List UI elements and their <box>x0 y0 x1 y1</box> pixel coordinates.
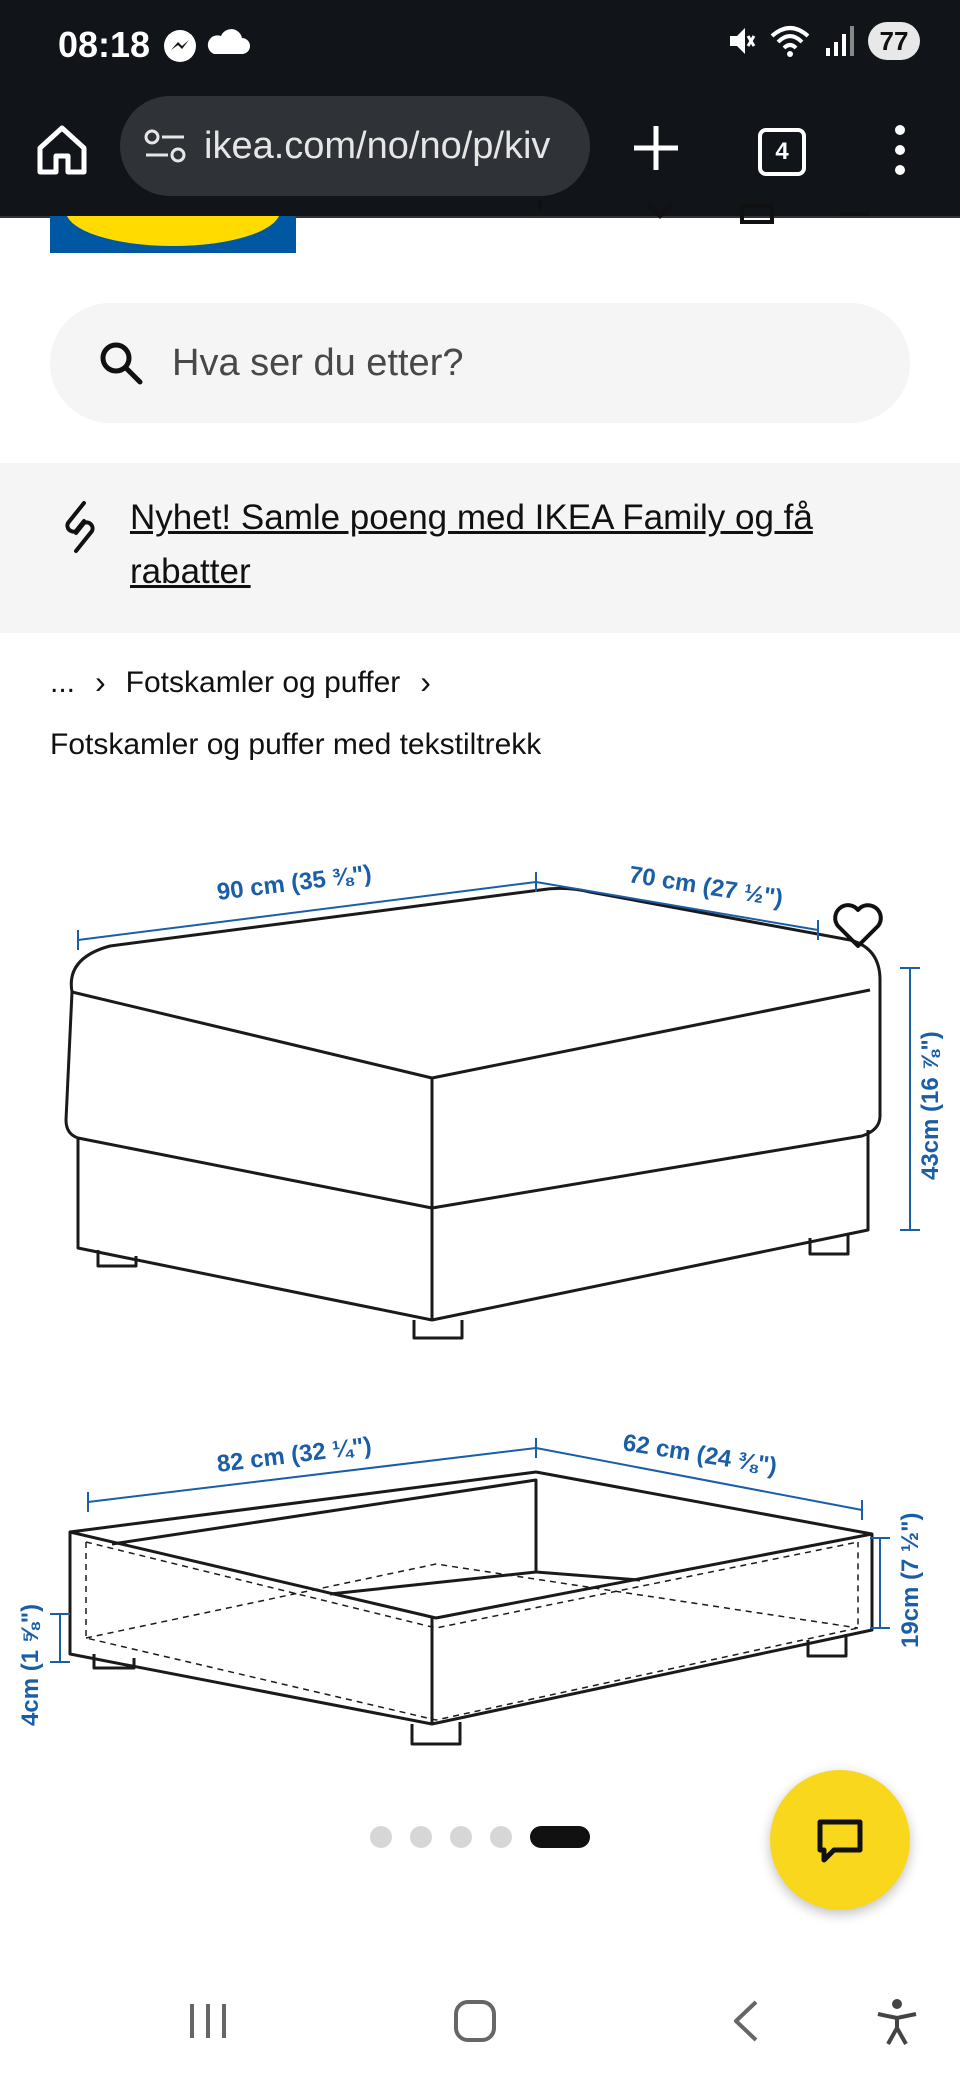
bottom-depth-label: 62 cm (24 ⅜") <box>621 1429 779 1481</box>
home-button[interactable] <box>452 1998 498 2049</box>
header-icons <box>520 200 900 230</box>
home-icon[interactable] <box>30 118 94 182</box>
url-text: ikea.com/no/no/p/kiv <box>204 124 551 167</box>
link-icon <box>58 499 102 555</box>
cloud-icon <box>208 29 250 54</box>
chat-icon <box>812 1812 868 1868</box>
system-nav-bar <box>0 1960 960 2080</box>
mute-icon <box>726 24 756 58</box>
ottoman-drawing <box>66 888 880 1338</box>
bottom-height-label: 19cm (7 ½") <box>897 1512 924 1648</box>
family-banner <box>0 463 960 633</box>
signal-icon <box>824 24 854 58</box>
top-width-label: 90 cm (35 ⅜") <box>215 860 374 906</box>
carousel-dot[interactable] <box>410 1826 432 1848</box>
heart-icon[interactable] <box>830 898 886 954</box>
category-title: Fotskamler og puffer med tekstiltrekk <box>50 728 542 761</box>
product-dimension-image <box>0 820 960 1760</box>
back-button[interactable] <box>728 1998 764 2049</box>
messenger-icon <box>162 28 252 64</box>
more-menu-icon[interactable] <box>880 120 920 180</box>
top-height-label: 43cm (16 ⅞") <box>917 1031 944 1180</box>
status-time: 08:18 <box>58 24 151 65</box>
recent-apps-button[interactable] <box>186 1998 230 2049</box>
chat-button[interactable] <box>770 1770 910 1910</box>
ikea-logo[interactable] <box>50 216 296 253</box>
top-depth-label: 70 cm (27 ½") <box>627 861 785 913</box>
back-icon <box>728 1998 764 2044</box>
leg-height-label: 4cm (1 ⅝") <box>17 1603 44 1726</box>
carousel-dot[interactable] <box>450 1826 472 1848</box>
search-input[interactable] <box>50 303 910 423</box>
site-settings-icon[interactable] <box>142 123 188 169</box>
cart-icon <box>742 206 772 222</box>
chevron-right-icon: › <box>95 664 106 700</box>
breadcrumb <box>50 664 431 701</box>
home-nav-icon <box>452 1998 498 2044</box>
breadcrumb-ellipsis[interactable]: ... <box>50 665 76 699</box>
heart-icon <box>648 204 672 216</box>
carousel-indicator <box>370 1826 590 1848</box>
search-placeholder: Hva ser du etter? <box>172 341 464 384</box>
carousel-dot-active[interactable] <box>530 1826 590 1848</box>
recent-apps-icon <box>186 1998 230 2044</box>
breadcrumb-item[interactable]: Fotskamler og puffer <box>125 665 401 699</box>
carousel-dot[interactable] <box>370 1826 392 1848</box>
tab-switcher-button[interactable]: 4 <box>758 128 806 176</box>
new-tab-icon[interactable] <box>626 118 686 178</box>
carousel-dot[interactable] <box>490 1826 512 1848</box>
accessibility-button[interactable] <box>874 1998 920 2053</box>
battery-indicator: 77 <box>868 22 920 60</box>
bottom-width-label: 82 cm (32 ¼") <box>215 1432 374 1478</box>
wifi-icon <box>770 24 810 58</box>
family-banner-link[interactable]: Nyhet! Samle poeng med IKEA Family og få rabatter <box>130 498 813 591</box>
address-bar[interactable] <box>120 96 590 196</box>
base-drawing <box>70 1472 872 1744</box>
status-bar <box>0 0 960 90</box>
search-icon <box>96 338 146 388</box>
accessibility-icon <box>874 1998 920 2048</box>
chevron-right-icon: › <box>420 664 431 700</box>
browser-toolbar <box>0 90 960 218</box>
